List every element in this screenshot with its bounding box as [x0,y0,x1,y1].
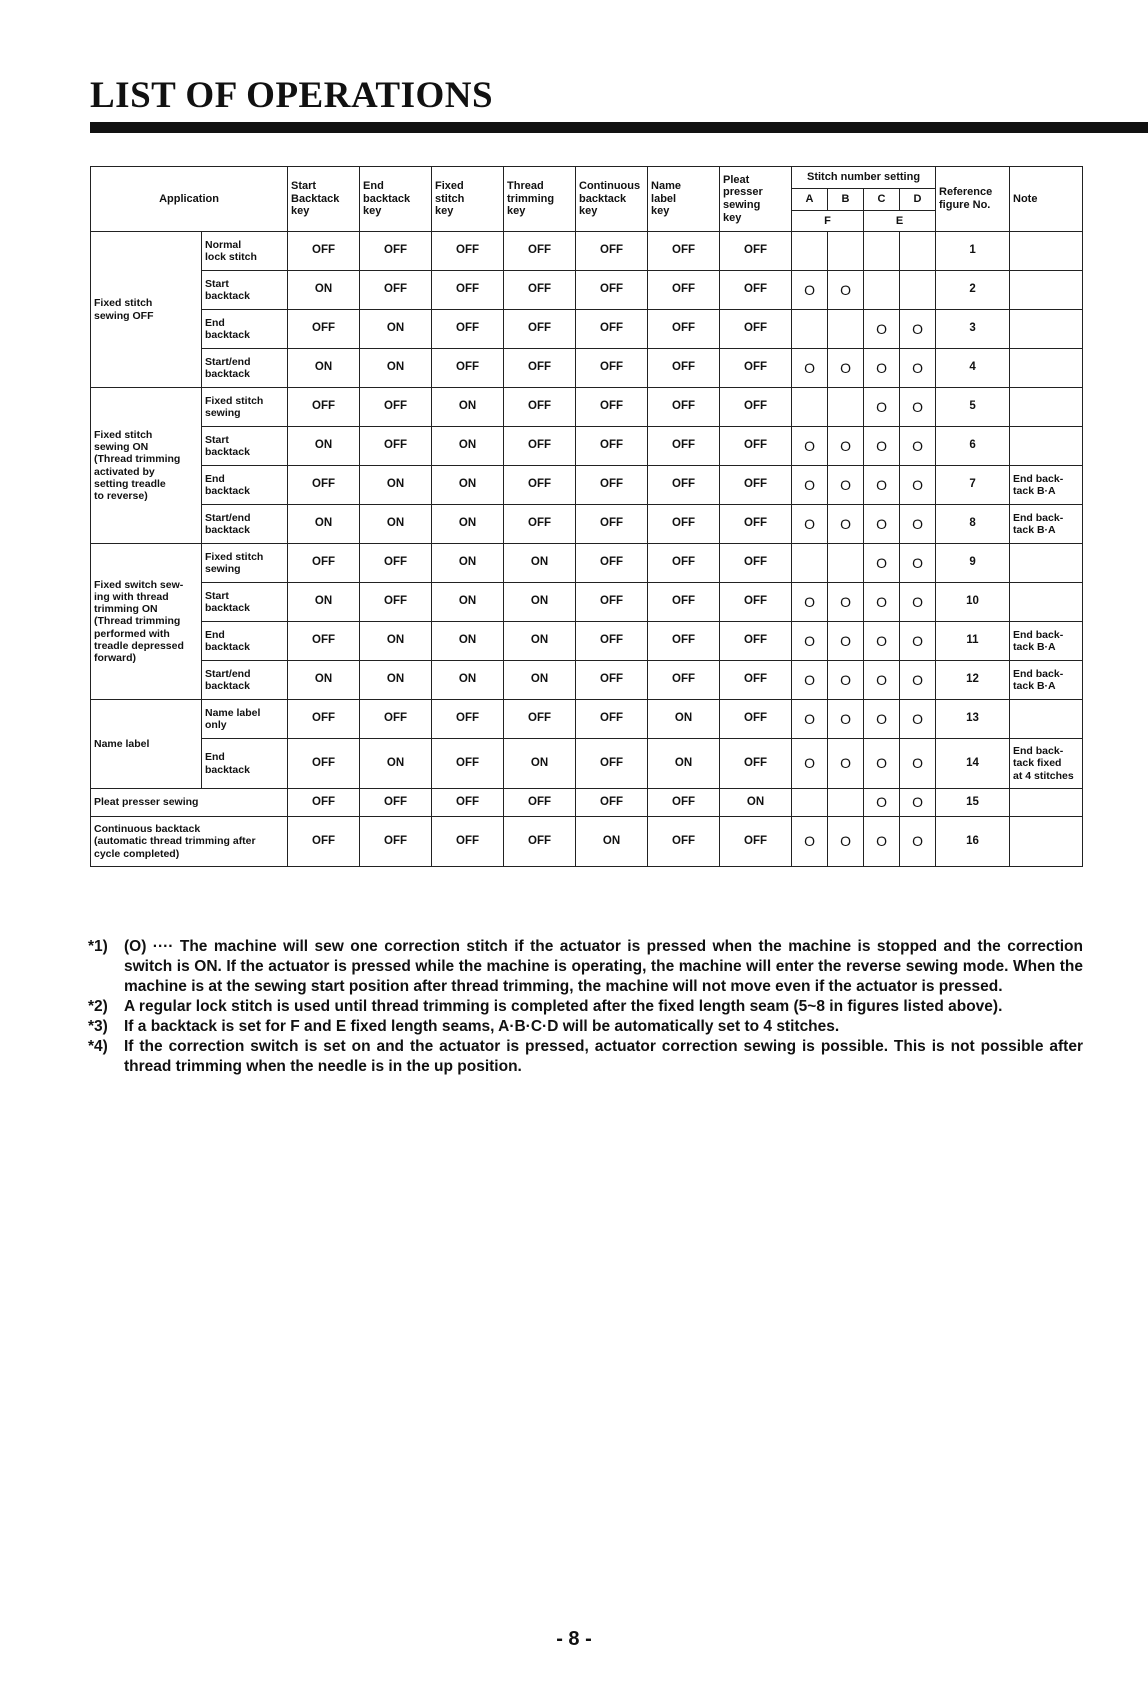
setting-c: O [864,310,900,349]
key-end-backtack: ON [360,505,432,544]
key-name-label: OFF [648,817,720,867]
setting-c: O [864,661,900,700]
setting-c: O [864,388,900,427]
header-start-backtack: Start Backtack key [288,167,360,232]
setting-a: O [792,583,828,622]
key-continuous-backtack: OFF [576,583,648,622]
table-row [91,271,1083,310]
table-row [91,232,1083,271]
header-d: D [900,189,936,211]
key-start-backtack: OFF [288,310,360,349]
table-row [91,817,1083,867]
reference-number: 3 [936,310,1010,349]
setting-a [792,544,828,583]
key-end-backtack: OFF [360,583,432,622]
header-pleat-presser: Pleat presser sewing key [720,167,792,232]
setting-a: O [792,622,828,661]
header-reference: Reference figure No. [936,167,1010,232]
header-name-label: Name label key [648,167,720,232]
key-pleat-presser: OFF [720,271,792,310]
setting-d: O [900,310,936,349]
group-label: Fixed stitch sewing ON (Thread trimming activated by setting treadle to reverse) [91,388,202,544]
key-name-label: OFF [648,466,720,505]
key-pleat-presser: OFF [720,427,792,466]
table-row [91,427,1083,466]
key-end-backtack: OFF [360,789,432,817]
row-sublabel: End backtack [202,466,288,505]
key-start-backtack: OFF [288,466,360,505]
key-fixed-stitch: OFF [432,349,504,388]
group-label: Name label [91,700,202,789]
setting-b: O [828,817,864,867]
key-pleat-presser: OFF [720,388,792,427]
setting-b: O [828,700,864,739]
setting-b: O [828,583,864,622]
page-number: - 8 - [556,1628,592,1650]
setting-a: O [792,505,828,544]
key-continuous-backtack: OFF [576,789,648,817]
key-continuous-backtack: OFF [576,661,648,700]
setting-b [828,232,864,271]
key-start-backtack: ON [288,271,360,310]
key-fixed-stitch: ON [432,622,504,661]
row-sublabel: Fixed stitch sewing [202,544,288,583]
key-thread-trimming: OFF [504,817,576,867]
setting-b [828,310,864,349]
header-thread-trimming: Thread trimming key [504,167,576,232]
row-sublabel: Name label only [202,700,288,739]
reference-number: 15 [936,789,1010,817]
key-thread-trimming: ON [504,739,576,789]
setting-c: O [864,427,900,466]
table-row [91,661,1083,700]
key-fixed-stitch: ON [432,544,504,583]
row-note: End back- tack B·A [1010,505,1083,544]
key-pleat-presser: OFF [720,739,792,789]
reference-number: 6 [936,427,1010,466]
reference-number: 9 [936,544,1010,583]
header-b: B [828,189,864,211]
key-end-backtack: OFF [360,817,432,867]
key-name-label: OFF [648,271,720,310]
setting-b: O [828,349,864,388]
footnote-mark: *2) [88,998,108,1015]
group-label: Fixed stitch sewing OFF [91,232,202,388]
key-start-backtack: ON [288,505,360,544]
key-continuous-backtack: OFF [576,544,648,583]
setting-d: O [900,505,936,544]
key-name-label: OFF [648,232,720,271]
key-pleat-presser: OFF [720,622,792,661]
header-a: A [792,189,828,211]
key-thread-trimming: ON [504,544,576,583]
setting-b: O [828,661,864,700]
key-pleat-presser: OFF [720,232,792,271]
key-pleat-presser: ON [720,789,792,817]
key-fixed-stitch: OFF [432,271,504,310]
key-thread-trimming: OFF [504,505,576,544]
setting-d: O [900,427,936,466]
table-row [91,388,1083,427]
key-end-backtack: ON [360,739,432,789]
setting-a: O [792,739,828,789]
setting-a [792,232,828,271]
key-thread-trimming: OFF [504,232,576,271]
key-fixed-stitch: ON [432,661,504,700]
row-sublabel: End backtack [202,622,288,661]
setting-c: O [864,466,900,505]
key-pleat-presser: OFF [720,310,792,349]
setting-a: O [792,427,828,466]
key-fixed-stitch: ON [432,505,504,544]
key-name-label: OFF [648,583,720,622]
key-pleat-presser: OFF [720,661,792,700]
key-continuous-backtack: OFF [576,505,648,544]
table-row [91,583,1083,622]
key-pleat-presser: OFF [720,583,792,622]
footnote-text: A regular lock stitch is used until thread trimming is completed after the fixed length seam (5~8 in figures listed above). [124,998,1003,1015]
reference-number: 7 [936,466,1010,505]
key-fixed-stitch: ON [432,427,504,466]
key-end-backtack: ON [360,622,432,661]
row-sublabel: Start backtack [202,427,288,466]
key-name-label: OFF [648,310,720,349]
setting-b: O [828,739,864,789]
header-c: C [864,189,900,211]
setting-d: O [900,583,936,622]
setting-c: O [864,544,900,583]
footnote-text: If the correction switch is set on and the actuator is pressed, actuator correction sewing is possible. This is not possible after thread trimming when the needle is in the up position. [124,1038,1083,1075]
key-pleat-presser: OFF [720,505,792,544]
setting-d: O [900,622,936,661]
header-end-backtack: End backtack key [360,167,432,232]
key-start-backtack: OFF [288,388,360,427]
key-continuous-backtack: OFF [576,271,648,310]
page-title: LIST OF OPERATIONS [90,75,494,116]
setting-c [864,271,900,310]
group-label: Fixed switch sew- ing with thread trimming ON (Thread trimming performed with treadle depressed forward) [91,544,202,700]
key-start-backtack: ON [288,349,360,388]
setting-b [828,789,864,817]
reference-number: 16 [936,817,1010,867]
key-thread-trimming: OFF [504,700,576,739]
setting-b [828,388,864,427]
key-name-label: OFF [648,388,720,427]
reference-number: 1 [936,232,1010,271]
footnotes [88,937,1083,1077]
key-end-backtack: ON [360,466,432,505]
row-note [1010,583,1083,622]
key-fixed-stitch: OFF [432,739,504,789]
footnote [88,937,1083,997]
key-fixed-stitch: ON [432,466,504,505]
setting-c: O [864,505,900,544]
key-end-backtack: OFF [360,271,432,310]
setting-b: O [828,622,864,661]
key-fixed-stitch: OFF [432,700,504,739]
reference-number: 2 [936,271,1010,310]
key-fixed-stitch: OFF [432,310,504,349]
key-end-backtack: OFF [360,427,432,466]
table-row [91,466,1083,505]
reference-number: 12 [936,661,1010,700]
setting-a [792,310,828,349]
key-end-backtack: ON [360,349,432,388]
setting-a: O [792,466,828,505]
setting-a: O [792,661,828,700]
row-note [1010,232,1083,271]
key-thread-trimming: OFF [504,310,576,349]
key-thread-trimming: OFF [504,349,576,388]
key-name-label: OFF [648,661,720,700]
key-name-label: OFF [648,349,720,388]
row-sublabel: Fixed stitch sewing [202,388,288,427]
key-start-backtack: OFF [288,544,360,583]
key-thread-trimming: ON [504,622,576,661]
setting-b: O [828,427,864,466]
row-sublabel: End backtack [202,739,288,789]
reference-number: 4 [936,349,1010,388]
footnote [88,1017,1083,1037]
key-thread-trimming: OFF [504,388,576,427]
setting-a [792,789,828,817]
header-f: F [792,211,864,232]
row-note [1010,427,1083,466]
header-fixed-stitch: Fixed stitch key [432,167,504,232]
key-fixed-stitch: OFF [432,817,504,867]
row-sublabel: End backtack [202,310,288,349]
key-continuous-backtack: OFF [576,466,648,505]
key-pleat-presser: OFF [720,817,792,867]
key-thread-trimming: OFF [504,466,576,505]
table-row [91,544,1083,583]
key-pleat-presser: OFF [720,466,792,505]
key-name-label: OFF [648,427,720,466]
row-note [1010,310,1083,349]
row-sublabel: Start backtack [202,271,288,310]
key-name-label: OFF [648,505,720,544]
key-start-backtack: OFF [288,817,360,867]
reference-number: 5 [936,388,1010,427]
footnote-mark: *3) [88,1018,108,1035]
key-end-backtack: ON [360,661,432,700]
key-start-backtack: OFF [288,232,360,271]
setting-c: O [864,789,900,817]
table-row [91,739,1083,789]
setting-d: O [900,817,936,867]
setting-d: O [900,739,936,789]
key-end-backtack: OFF [360,700,432,739]
key-name-label: ON [648,700,720,739]
key-end-backtack: OFF [360,232,432,271]
title-rule [90,122,1148,133]
table-row [91,789,1083,817]
key-continuous-backtack: OFF [576,622,648,661]
operations-table [90,166,1083,867]
key-start-backtack: ON [288,583,360,622]
key-fixed-stitch: OFF [432,789,504,817]
key-thread-trimming: OFF [504,789,576,817]
row-note [1010,789,1083,817]
key-continuous-backtack: OFF [576,388,648,427]
row-sublabel: Start/end backtack [202,349,288,388]
setting-c: O [864,817,900,867]
reference-number: 14 [936,739,1010,789]
key-start-backtack: OFF [288,622,360,661]
setting-c: O [864,349,900,388]
row-sublabel: Start/end backtack [202,661,288,700]
setting-d: O [900,544,936,583]
key-fixed-stitch: ON [432,583,504,622]
header-e: E [864,211,936,232]
key-fixed-stitch: ON [432,388,504,427]
setting-b [828,544,864,583]
setting-c: O [864,583,900,622]
key-thread-trimming: OFF [504,271,576,310]
table-row [91,505,1083,544]
setting-a: O [792,271,828,310]
row-note [1010,271,1083,310]
header-application: Application [91,167,288,232]
setting-c: O [864,622,900,661]
setting-b: O [828,466,864,505]
table-row [91,622,1083,661]
setting-a [792,388,828,427]
key-start-backtack: OFF [288,700,360,739]
reference-number: 10 [936,583,1010,622]
setting-c: O [864,700,900,739]
header-note: Note [1010,167,1083,232]
setting-a: O [792,817,828,867]
setting-d: O [900,789,936,817]
setting-a: O [792,700,828,739]
key-continuous-backtack: OFF [576,349,648,388]
footnote-mark: *4) [88,1038,108,1055]
key-thread-trimming: ON [504,661,576,700]
row-note [1010,544,1083,583]
key-pleat-presser: OFF [720,349,792,388]
setting-a: O [792,349,828,388]
setting-d [900,232,936,271]
row-note: End back- tack B·A [1010,661,1083,700]
footnote-mark: *1) [88,938,108,955]
footnote-text: (O) ···· The machine will sew one correction stitch if the actuator is pressed when the machine is stopped and the correction switch is ON. If the actuator is pressed while the machine is operating, the machine will enter the reverse sewing mode. When the machine is at the sewing start position after thread trimming, the machine will not move even if the actuator is pressed. [124,938,1083,995]
key-pleat-presser: OFF [720,700,792,739]
setting-c: O [864,739,900,789]
header-stitch-number-setting: Stitch number setting [792,167,936,189]
reference-number: 8 [936,505,1010,544]
setting-d: O [900,661,936,700]
key-thread-trimming: OFF [504,427,576,466]
row-note: End back- tack B·A [1010,622,1083,661]
key-continuous-backtack: ON [576,817,648,867]
key-fixed-stitch: OFF [432,232,504,271]
table-row [91,310,1083,349]
setting-d: O [900,700,936,739]
setting-d: O [900,466,936,505]
key-continuous-backtack: OFF [576,739,648,789]
key-name-label: OFF [648,544,720,583]
header-continuous-backtack: Continuous backtack key [576,167,648,232]
key-end-backtack: OFF [360,388,432,427]
key-start-backtack: ON [288,661,360,700]
setting-c [864,232,900,271]
setting-d: O [900,349,936,388]
row-label: Continuous backtack (automatic thread trimming after cycle completed) [91,817,288,867]
row-note: End back- tack B·A [1010,466,1083,505]
key-continuous-backtack: OFF [576,232,648,271]
row-note [1010,817,1083,867]
key-continuous-backtack: OFF [576,427,648,466]
reference-number: 13 [936,700,1010,739]
row-sublabel: Normal lock stitch [202,232,288,271]
footnote-text: If a backtack is set for F and E fixed length seams, A·B·C·D will be automatically set to 4 stitches. [124,1018,840,1035]
footnote [88,997,1083,1017]
key-start-backtack: OFF [288,789,360,817]
key-end-backtack: OFF [360,544,432,583]
setting-b: O [828,271,864,310]
key-thread-trimming: ON [504,583,576,622]
row-note: End back- tack fixed at 4 stitches [1010,739,1083,789]
row-note [1010,349,1083,388]
row-note [1010,388,1083,427]
row-sublabel: Start/end backtack [202,505,288,544]
key-pleat-presser: OFF [720,544,792,583]
key-name-label: OFF [648,622,720,661]
row-note [1010,700,1083,739]
row-label: Pleat presser sewing [91,789,288,817]
table-row [91,700,1083,739]
footnote [88,1037,1083,1077]
key-continuous-backtack: OFF [576,700,648,739]
key-start-backtack: ON [288,427,360,466]
setting-d: O [900,388,936,427]
row-sublabel: Start backtack [202,583,288,622]
key-name-label: OFF [648,789,720,817]
key-name-label: ON [648,739,720,789]
key-start-backtack: OFF [288,739,360,789]
reference-number: 11 [936,622,1010,661]
setting-d [900,271,936,310]
key-continuous-backtack: OFF [576,310,648,349]
setting-b: O [828,505,864,544]
table-row [91,349,1083,388]
key-end-backtack: ON [360,310,432,349]
